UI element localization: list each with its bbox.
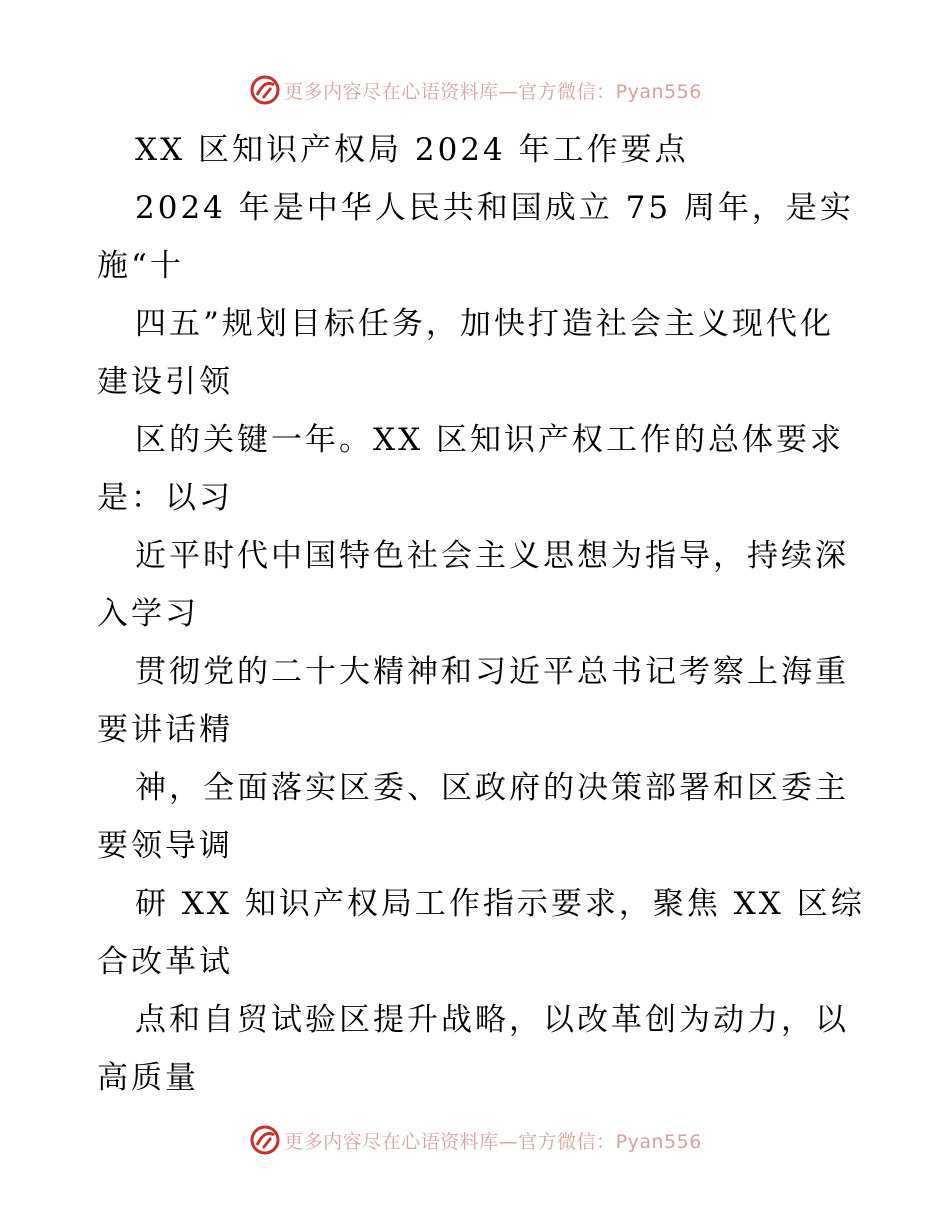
- paragraph-line: 贯彻党的二十大精神和习近平总书记考察上海重: [135, 654, 849, 690]
- paragraph-line: 研 XX 知识产权局工作指示要求，聚焦 XX 区综: [135, 886, 865, 922]
- red-swirl-pen-logo-icon: [248, 1123, 282, 1157]
- paragraph-line: 神，全面落实区委、区政府的决策部署和区委主: [135, 770, 849, 806]
- paragraph-line: 入学习: [97, 596, 199, 632]
- paragraph-line: 是：以习: [97, 480, 233, 516]
- red-swirl-pen-logo-icon: [248, 73, 282, 107]
- paragraph-line: 要讲话精: [97, 712, 233, 748]
- paragraph-line: 合改革试: [97, 944, 233, 980]
- paragraph-line: 近平时代中国特色社会主义思想为指导，持续深: [135, 538, 849, 574]
- paragraph-line: 点和自贸试验区提升战略，以改革创为动力，以: [135, 1002, 849, 1038]
- watermark-text: 更多内容尽在心语资料库—官方微信：Pyan556: [284, 1130, 702, 1153]
- paragraph-line: 高质量: [97, 1060, 199, 1096]
- paragraph-line: 施“十: [97, 248, 184, 284]
- paragraph-line: 要领导调: [97, 828, 233, 864]
- document-title: XX 区知识产权局 2024 年工作要点: [135, 132, 689, 168]
- paragraph-line: 建设引领: [97, 364, 233, 400]
- paragraph-line: 四五”规划目标任务，加快打造社会主义现代化: [135, 306, 834, 342]
- header-watermark: [0, 70, 950, 110]
- paragraph-line: 2024 年是中华人民共和国成立 75 周年，是实: [135, 190, 854, 226]
- paragraph-line: 区的关键一年。XX 区知识产权工作的总体要求: [135, 422, 844, 458]
- watermark-text: 更多内容尽在心语资料库—官方微信：Pyan556: [284, 80, 702, 103]
- footer-watermark: [0, 1120, 950, 1160]
